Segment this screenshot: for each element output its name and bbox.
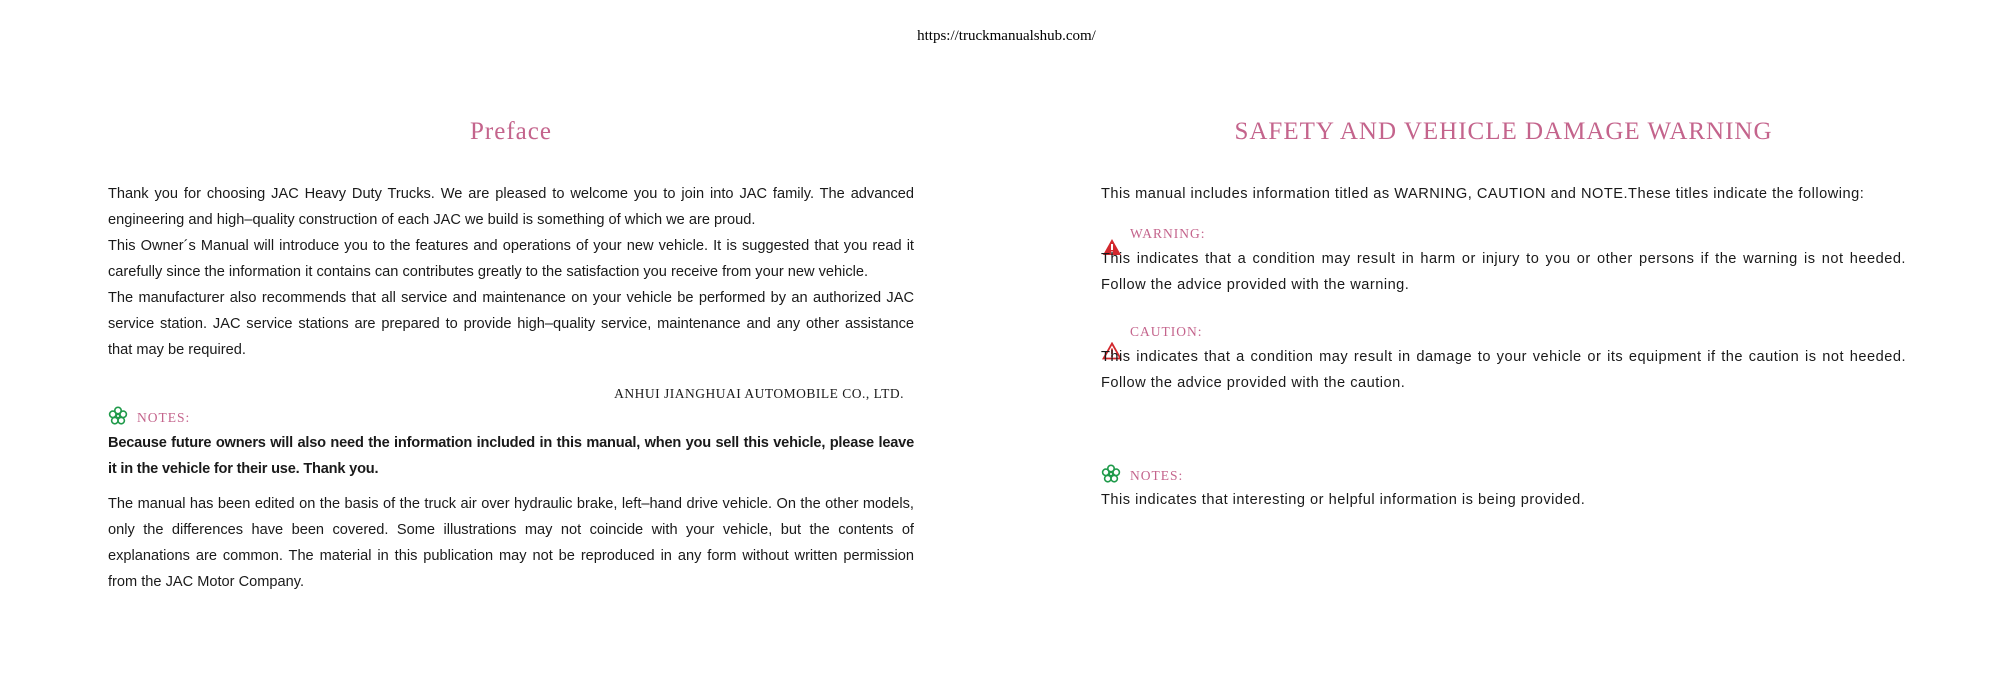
preface-paragraphs xyxy=(108,181,914,363)
notes-text: This indicates that interesting or helpful information is being provided. xyxy=(1101,492,1586,508)
preface-paragraph: This Owner´s Manual will introduce you to the features and operations of your new vehicle. It is suggested that you read it carefully since the information it contains can contributes greatly to the satisfaction you receive from your new vehicle. xyxy=(108,238,914,280)
preface-title: Preface xyxy=(470,118,552,145)
warning-text: This indicates that a condition may result in harm or injury to you or other persons if the warning is not heeded. Follow the advice provided with the warning. xyxy=(1101,251,1906,293)
notes-label: NOTES: xyxy=(1130,468,1184,483)
notes-label: NOTES: xyxy=(137,410,191,425)
caution-label: CAUTION: xyxy=(1130,324,1203,339)
safety-intro: This manual includes information titled as WARNING, CAUTION and NOTE.These titles indicate the following: xyxy=(1101,186,1865,202)
flower-icon xyxy=(1101,464,1121,484)
source-url[interactable]: https://truckmanualshub.com/ xyxy=(917,28,1096,44)
preface-paragraph: The manufacturer also recommends that all service and maintenance on your vehicle be performed by an authorized JAC service station. JAC service stations are prepared to provide high–quality service, maintenance and any other assistance that may be required. xyxy=(108,290,914,358)
warning-label: WARNING: xyxy=(1130,226,1206,241)
caution-text: This indicates that a condition may result in damage to your vehicle or its equipment if the caution is not heeded. Follow the advice provided with the caution. xyxy=(1101,349,1906,391)
safety-title: SAFETY AND VEHICLE DAMAGE WARNING xyxy=(1234,118,1773,145)
flower-icon xyxy=(108,406,128,426)
preface-paragraph: Thank you for choosing JAC Heavy Duty Trucks. We are pleased to welcome you to join into JAC family. The advanced engineering and high–quality construction of each JAC we build is something of which we are proud. xyxy=(108,186,914,228)
company-name: ANHUI JIANGHUAI AUTOMOBILE CO., LTD. xyxy=(614,386,904,401)
notes-bold-text: Because future owners will also need the information included in this manual, when you sell this vehicle, please leave it in the vehicle for their use. Thank you. xyxy=(108,435,914,477)
closing-paragraph: The manual has been edited on the basis of the truck air over hydraulic brake, left–hand drive vehicle. On the other models, only the differences have been covered. Some illustrations may not coincide with your vehicle, but the contents of explanations are common. The material in this publication may not be reproduced in any form without written permission from the JAC Motor Company. xyxy=(108,496,914,590)
